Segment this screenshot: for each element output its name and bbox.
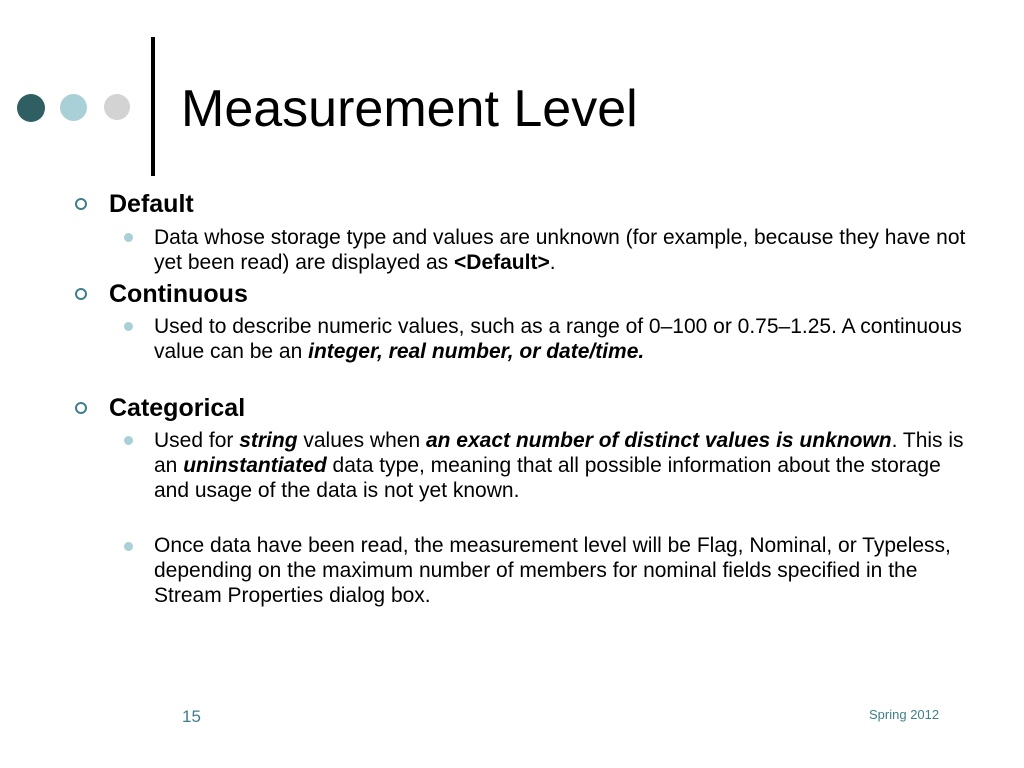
section-heading-categorical: Categorical	[109, 394, 246, 422]
bullet-text: Used for string values when an exact number of distinct values is unknown. This is an uninstantiated data type, meaning that all possible information about the storage and usage of the data is not yet known.	[154, 429, 964, 502]
bullet-text: Data whose storage type and values are unknown (for example, because they have not yet been read) are displayed as <Default>.	[154, 226, 966, 274]
section-heading-default: Default	[109, 190, 194, 218]
ring-bullet-icon	[75, 288, 87, 300]
dot-bullet-icon	[124, 322, 133, 331]
section-heading-continuous: Continuous	[109, 280, 248, 308]
dot-bullet-icon	[124, 542, 133, 551]
ring-bullet-icon	[75, 198, 87, 210]
slide-title: Measurement Level	[181, 80, 638, 138]
dot-bullet-icon	[124, 436, 133, 445]
decorative-dot-light	[60, 94, 87, 121]
slide-number: 15	[182, 707, 201, 726]
bullet-text: Once data have been read, the measurement level will be Flag, Nominal, or Typeless, depending on the maximum number of members for nominal fields specified in the Stream Properties dialog box.	[154, 534, 951, 607]
dot-bullet-icon	[124, 233, 133, 242]
decorative-dot-grey	[104, 94, 130, 120]
ring-bullet-icon	[75, 402, 87, 414]
title-divider	[151, 37, 155, 176]
bullet-text: Used to describe numeric values, such as a range of 0–100 or 0.75–1.25. A continuous value can be an integer, real number, or date/time.	[154, 315, 962, 363]
decorative-dot-dark	[17, 94, 45, 122]
footer-text: Spring 2012	[869, 707, 940, 722]
